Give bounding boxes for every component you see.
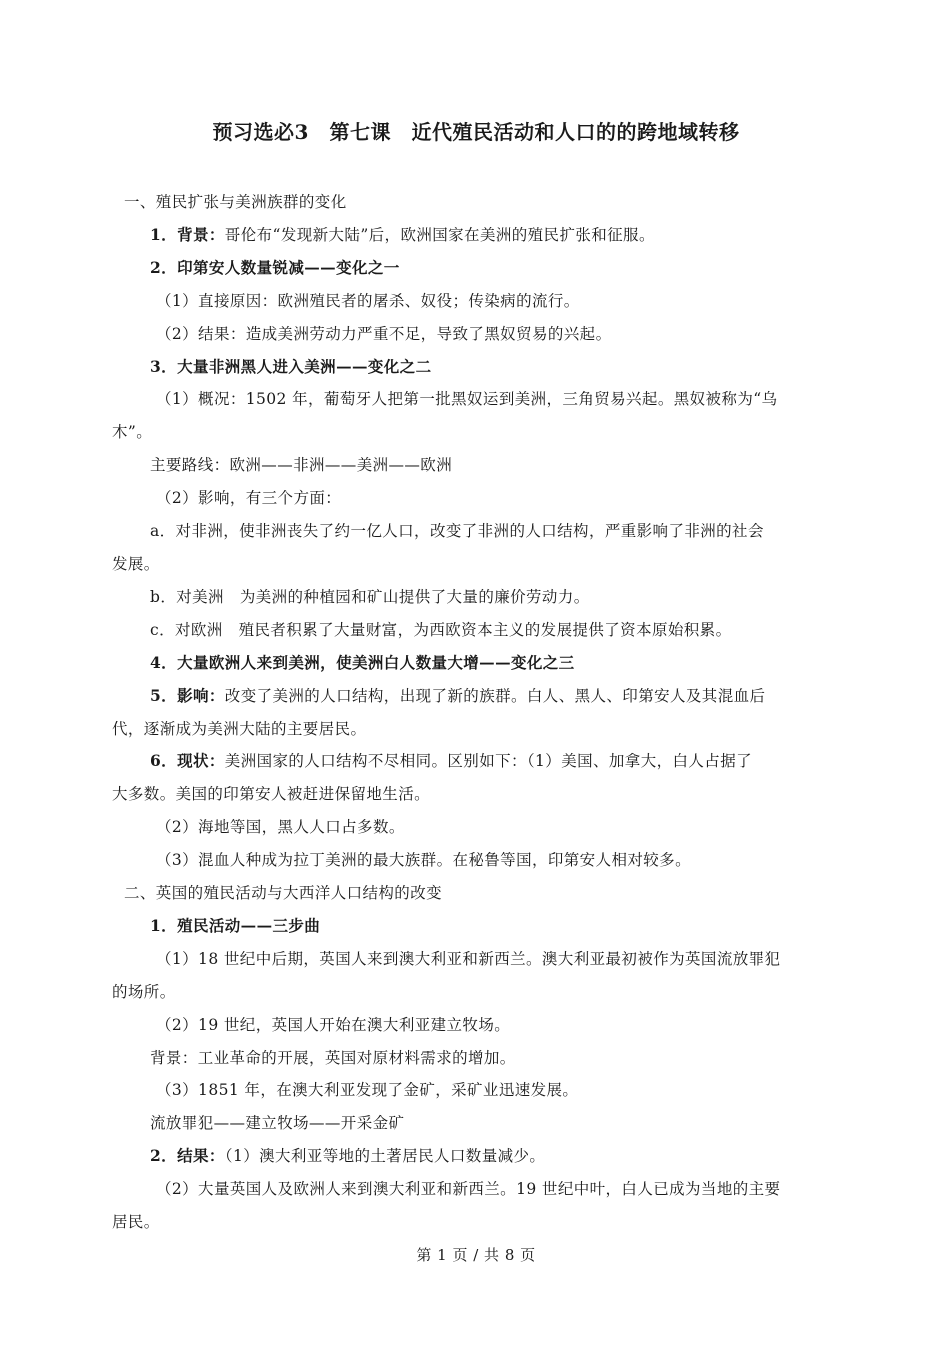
paragraph-line bbox=[112, 1140, 866, 1173]
line-text: （2）影响，有三个方面： bbox=[156, 489, 342, 508]
paragraph-line bbox=[112, 976, 866, 1009]
line-text: （1）澳大利亚等地的土著居民人口数量减少。 bbox=[224, 1147, 546, 1166]
paragraph-line bbox=[112, 713, 866, 746]
line-text: 主要路线：欧洲——非洲——美洲——欧洲 bbox=[150, 456, 453, 475]
paragraph-line bbox=[112, 351, 866, 384]
paragraph-line bbox=[112, 1206, 866, 1239]
line-text: 大多数。美国的印第安人被赶进保留地生活。 bbox=[112, 785, 431, 804]
bold-lead: 1．殖民活动——三步曲 bbox=[150, 915, 321, 935]
line-text: （2）海地等国，黑人人口占多数。 bbox=[156, 818, 405, 837]
line-text: 发展。 bbox=[112, 554, 160, 573]
line-text: 美洲国家的人口结构不尽相同。区别如下：（1）美国、加拿大，白人占据了 bbox=[224, 752, 753, 771]
page-title: 预习选必3 第七课 近代殖民活动和人口的的跨地域转移 bbox=[212, 120, 740, 144]
paragraph-line bbox=[112, 1074, 866, 1107]
bold-lead: 1．背景： bbox=[150, 224, 225, 244]
line-text: 改变了美洲的人口结构，出现了新的族群。白人、黑人、印第安人及其混血后 bbox=[224, 686, 766, 705]
line-text: （2）大量英国人及欧洲人来到澳大利亚和新西兰。19 世纪中叶，白人已成为当地的主要 bbox=[156, 1180, 781, 1199]
line-text: b．对美洲 为美洲的种植园和矿山提供了大量的廉价劳动力。 bbox=[150, 587, 590, 606]
bold-lead: 2．结果： bbox=[150, 1146, 225, 1166]
document-body bbox=[112, 186, 866, 1239]
footer-total-pages: 8 bbox=[504, 1246, 515, 1264]
paragraph-line bbox=[112, 943, 866, 976]
line-text: 居民。 bbox=[112, 1213, 160, 1232]
paragraph-line bbox=[112, 285, 866, 318]
paragraph-line bbox=[112, 581, 866, 614]
paragraph-line bbox=[112, 482, 866, 515]
paragraph-line bbox=[112, 252, 866, 285]
section-heading bbox=[112, 186, 866, 219]
section-heading bbox=[112, 877, 866, 910]
footer-mid: 页 / 共 bbox=[452, 1246, 500, 1264]
bold-lead: 4．大量欧洲人来到美洲，使美洲白人数量大增——变化之三 bbox=[150, 652, 575, 672]
paragraph-line bbox=[112, 515, 866, 548]
line-text: 二、英国的殖民活动与大西洋人口结构的改变 bbox=[124, 884, 443, 903]
line-text: 流放罪犯——建立牧场——开采金矿 bbox=[150, 1114, 405, 1133]
line-text: （1）18 世纪中后期，英国人来到澳大利亚和新西兰。澳大利亚最初被作为英国流放罪犯 bbox=[156, 949, 781, 968]
footer-prefix: 第 bbox=[416, 1246, 432, 1264]
line-text: 木”。 bbox=[112, 423, 153, 442]
line-text: 哥伦布“发现新大陆”后，欧洲国家在美洲的殖民扩张和征服。 bbox=[224, 225, 655, 244]
line-text: 背景：工业革命的开展，英国对原材料需求的增加。 bbox=[150, 1048, 516, 1067]
line-text: 代，逐渐成为美洲大陆的主要居民。 bbox=[112, 719, 367, 738]
bold-lead: 5．影响： bbox=[150, 685, 225, 705]
paragraph-line bbox=[112, 1107, 866, 1140]
paragraph-line bbox=[112, 318, 866, 351]
line-text: （1）概况：1502 年，葡萄牙人把第一批黑奴运到美洲，三角贸易兴起。黑奴被称为“乌 bbox=[156, 390, 778, 409]
paragraph-line bbox=[112, 219, 866, 252]
paragraph-line bbox=[112, 1009, 866, 1042]
paragraph-line bbox=[112, 614, 866, 647]
line-text: a．对非洲，使非洲丧失了约一亿人口，改变了非洲的人口结构，严重影响了非洲的社会 bbox=[150, 522, 764, 541]
bold-lead: 2．印第安人数量锐减——变化之一 bbox=[150, 257, 400, 277]
footer-page-number: 1 bbox=[437, 1246, 448, 1264]
line-text: c．对欧洲 殖民者积累了大量财富，为西欧资本主义的发展提供了资本原始积累。 bbox=[150, 620, 732, 639]
paragraph-line bbox=[112, 548, 866, 581]
line-text: （2）19 世纪，英国人开始在澳大利亚建立牧场。 bbox=[156, 1015, 511, 1034]
paragraph-line bbox=[112, 745, 866, 778]
paragraph-line bbox=[112, 1042, 866, 1075]
paragraph-line bbox=[112, 383, 866, 416]
bold-lead: 3．大量非洲黑人进入美洲——变化之二 bbox=[150, 356, 432, 376]
paragraph-line bbox=[112, 910, 866, 943]
line-text: （3）混血人种成为拉丁美洲的最大族群。在秘鲁等国，印第安人相对较多。 bbox=[156, 851, 691, 870]
paragraph-line bbox=[112, 416, 866, 449]
footer-suffix: 页 bbox=[520, 1246, 536, 1264]
paragraph-line bbox=[112, 647, 866, 680]
bold-lead: 6．现状： bbox=[150, 751, 225, 771]
line-text: （2）结果：造成美洲劳动力严重不足，导致了黑奴贸易的兴起。 bbox=[156, 324, 612, 343]
line-text: 一、殖民扩张与美洲族群的变化 bbox=[124, 193, 347, 211]
paragraph-line bbox=[112, 680, 866, 713]
line-text: （1）直接原因：欧洲殖民者的屠杀、奴役；传染病的流行。 bbox=[156, 291, 580, 310]
line-text: （3）1851 年，在澳大利亚发现了金矿，采矿业迅速发展。 bbox=[156, 1081, 579, 1100]
line-text: 的场所。 bbox=[112, 982, 176, 1001]
paragraph-line bbox=[112, 778, 866, 811]
paragraph-line bbox=[112, 844, 866, 877]
page-footer bbox=[0, 1244, 952, 1265]
paragraph-line bbox=[112, 1173, 866, 1206]
paragraph-line bbox=[112, 449, 866, 482]
paragraph-line bbox=[112, 811, 866, 844]
